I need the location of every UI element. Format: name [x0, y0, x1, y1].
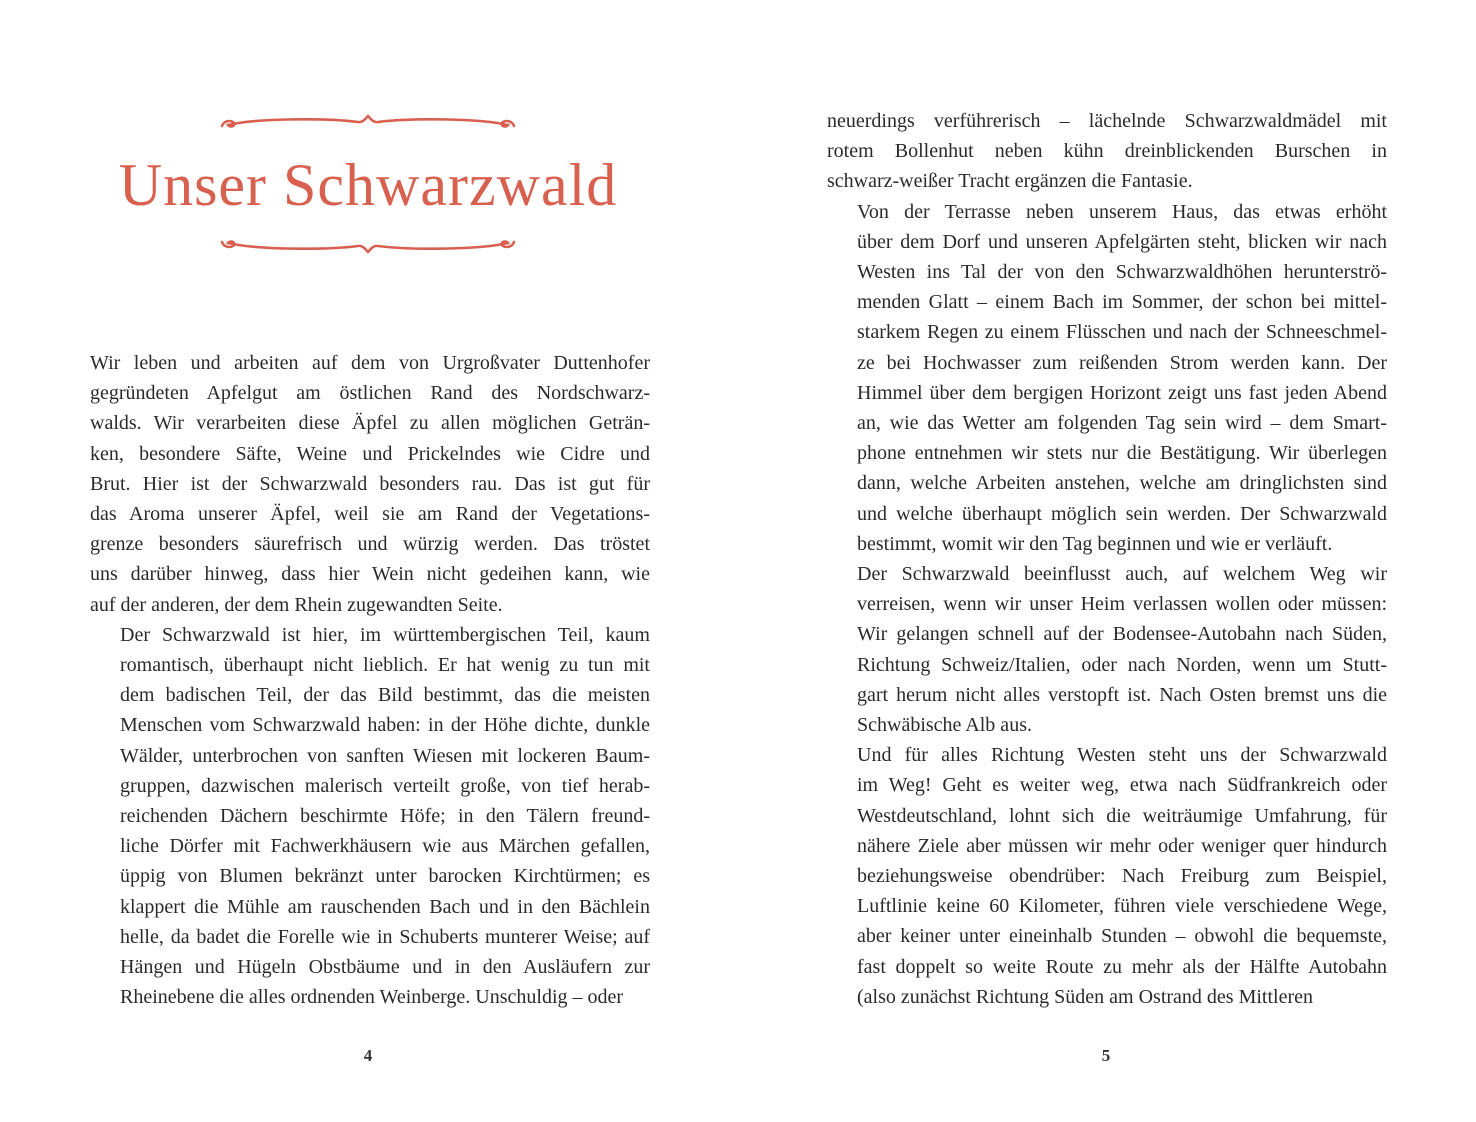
flourish-top-icon [218, 112, 518, 136]
text-line: fast doppelt so weite Route zu mehr als der Hälfte Autobahn [857, 955, 1387, 978]
text-line: dann, welche Arbeiten anstehen, welche am dringlichsten sind [857, 472, 1387, 495]
text-line: romantisch, überhaupt nicht lieblich. Er hat wenig zu tun mit [120, 654, 650, 677]
paragraph [827, 197, 1387, 559]
text-line: uns darüber hinweg, dass hier Wein nicht gedeihen kann, wie [90, 563, 650, 586]
text-line: Wälder, unterbrochen von sanften Wiesen mit lockeren Baum- [120, 744, 650, 767]
text-line: im Weg! Geht es weiter weg, etwa nach Südfrankreich oder [857, 774, 1387, 797]
text-line: ze bei Hochwasser zum reißenden Strom werden kann. Der [857, 351, 1387, 374]
left-body-text [90, 348, 650, 1012]
text-line: aber keiner unter eineinhalb Stunden – obwohl die bequemste, [857, 925, 1387, 948]
text-line: grenze besonders säurefrisch und würzig werden. Das tröstet [90, 533, 650, 556]
text-line: Brut. Hier ist der Schwarzwald besonders rau. Das ist gut für [90, 472, 650, 495]
text-line: üppig von Blumen bekränzt unter barocken Kirchtürmen; es [120, 865, 650, 888]
text-line: phone entnehmen wir stets nur die Bestätigung. Wir überlegen [857, 442, 1387, 465]
text-line: Von der Terrasse neben unserem Haus, das etwas erhöht [857, 200, 1387, 223]
text-line: starkem Regen zu einem Flüsschen und nach der Schneeschmel- [857, 321, 1387, 344]
text-line: gegründeten Apfelgut am östlichen Rand des Nordschwarz- [90, 382, 650, 405]
text-line: Und für alles Richtung Westen steht uns der Schwarzwald [857, 744, 1387, 767]
text-line: Menschen vom Schwarzwald haben: in der Höhe dichte, dunkle [120, 714, 650, 737]
paragraph [827, 559, 1387, 740]
paragraph [90, 620, 650, 1013]
text-line: Luftlinie keine 60 Kilometer, führen viele verschiedene Wege, [857, 895, 1387, 918]
paragraph [827, 740, 1387, 1012]
text-line: gruppen, dazwischen malerisch verteilt große, von tief herab- [120, 774, 650, 797]
text-line: reichenden Dächern beschirmte Höfe; in den Tälern freund- [120, 805, 650, 828]
text-line: verreisen, wenn wir unser Heim verlassen wollen oder müssen: [857, 593, 1387, 616]
text-line: schwarz-weißer Tracht ergänzen die Fantasie. [827, 170, 1193, 193]
text-line: rotem Bollenhut neben kühn dreinblickenden Burschen in [827, 140, 1387, 163]
text-line: gart herum nicht alles verstopft ist. Nach Osten bremst uns die [857, 683, 1387, 706]
text-line: dem badischen Teil, der das Bild bestimmt, das die meisten [120, 684, 650, 707]
text-line: Himmel über dem bergigen Horizont zeigt uns fast jeden Abend [857, 381, 1387, 404]
text-line: klappert die Mühle am rauschenden Bach und in den Bächlein [120, 895, 650, 918]
text-line: Westen ins Tal der von den Schwarzwaldhöhen herunterströ- [857, 261, 1387, 284]
text-line: über dem Dorf und unseren Apfelgärten steht, blicken wir nach [857, 230, 1387, 253]
text-line: Der Schwarzwald beeinflusst auch, auf welchem Weg wir [857, 563, 1387, 586]
right-page [738, 0, 1476, 1122]
text-line: Richtung Schweiz/Italien, oder nach Norden, wenn um Stutt- [857, 653, 1387, 676]
text-line: beziehungsweise obendrüber: Nach Freiburg zum Beispiel, [857, 865, 1387, 888]
text-line: ken, besondere Säfte, Weine und Prickelndes wie Cidre und [90, 442, 650, 465]
text-line: nähere Ziele aber müssen wir mehr oder weniger quer hindurch [857, 834, 1387, 857]
text-line: Wir gelangen schnell auf der Bodensee-Autobahn nach Süden, [857, 623, 1387, 646]
text-line: neuerdings verführerisch – lächelnde Schwarzwaldmädel mit [827, 110, 1387, 132]
text-line: walds. Wir verarbeiten diese Äpfel zu allen möglichen Geträn- [90, 412, 650, 435]
right-body-text [827, 106, 1387, 1012]
chapter-heading [118, 112, 618, 262]
text-line: liche Dörfer mit Fachwerkhäusern wie aus Märchen gefallen, [120, 835, 650, 858]
text-line: (also zunächst Richtung Süden am Ostrand des Mittleren [857, 985, 1314, 1008]
text-line: Der Schwarzwald ist hier, im württembergischen Teil, kaum [120, 623, 650, 646]
text-line: bestimmt, womit wir den Tag beginnen und wie er verläuft. [857, 532, 1333, 555]
page-number: 5 [1101, 1046, 1111, 1065]
text-line: menden Glatt – einem Bach im Sommer, der schon bei mittel- [857, 291, 1387, 314]
text-line: das Aroma unserer Äpfel, weil sie am Rand der Vegetations- [90, 503, 650, 526]
text-line: auf der anderen, der dem Rhein zugewandten Seite. [90, 593, 503, 616]
paragraph [90, 348, 650, 620]
text-line: Westdeutschland, lohnt sich die weiträumige Umfahrung, für [857, 804, 1387, 827]
chapter-title: Unser Schwarzwald [118, 152, 618, 218]
text-line: Rheinebene die alles ordnenden Weinberge. Unschuldig – oder [120, 986, 624, 1009]
flourish-bottom-icon [218, 232, 518, 256]
text-line: helle, da badet die Forelle wie in Schuberts munterer Weise; auf [120, 925, 650, 948]
text-line: an, wie das Wetter am folgenden Tag sein wird – dem Smart- [857, 412, 1387, 435]
page-number: 4 [363, 1046, 373, 1065]
text-line: und welche überhaupt möglich sein werden. Der Schwarzwald [857, 502, 1387, 525]
text-line: Wir leben und arbeiten auf dem von Urgroßvater Duttenhofer [90, 352, 650, 374]
text-line: Hängen und Hügeln Obstbäume und in den Ausläufern zur [120, 956, 650, 979]
paragraph [827, 106, 1387, 197]
text-line: Schwäbische Alb aus. [857, 714, 1032, 737]
